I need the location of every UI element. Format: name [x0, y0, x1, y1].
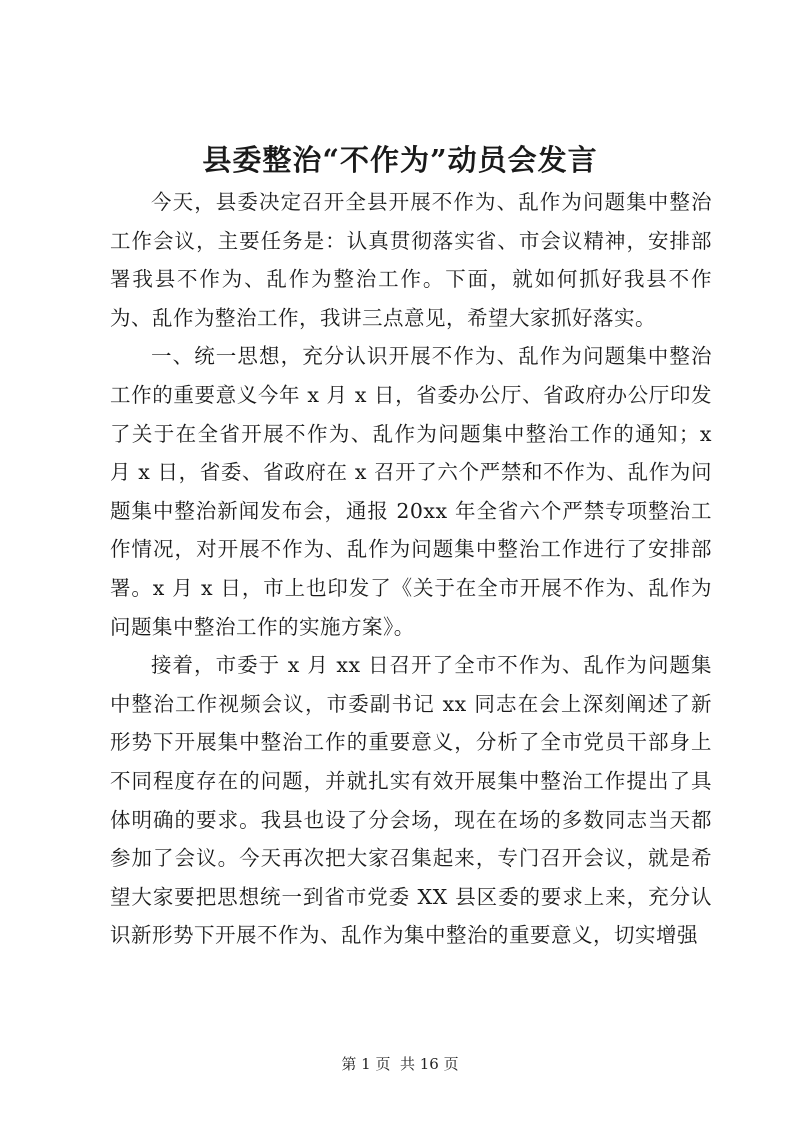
paragraph-section-one: 一、统一思想，充分认识开展不作为、乱作为问题集中整治工作的重要意义今年 x 月 x 日，省委办公厅、省政府办公厅印发了关于在全省开展不作为、乱作为问题集中整治工作的通知；x 月 x 日，省委、省政府在 x 召开了六个严禁和不作为、乱作为问题集中整治新闻发布会，通报 20xx 年全省六个严禁专项整治工作情况，对开展不作为、乱作为问题集中整治工作进行了安排部署。x 月 x 日，市上也印发了《关于在全市开展不作为、乱作为问题集中整治工作的实施方案》。 [110, 344, 712, 639]
document-title: 县委整治“不作为”动员会发言 [202, 143, 598, 177]
paragraph-intro: 今天，县委决定召开全县开展不作为、乱作为问题集中整治工作会议，主要任务是：认真贯彻落实省、市会议精神，安排部署我县不作为、乱作为整治工作。下面，就如何抓好我县不作为、乱作为整治工作，我讲三点意见，希望大家抓好落实。 [110, 190, 712, 330]
page-number-label: 第 1 页 共 16 页 [341, 1055, 459, 1073]
page-footer [0, 1054, 800, 1074]
document-body [110, 183, 712, 955]
paragraph-meeting: 接着，市委于 x 月 xx 日召开了全市不作为、乱作为问题集中整治工作视频会议，市委副书记 xx 同志在会上深刻阐述了新形势下开展集中整治工作的重要意义，分析了全市党员干部身上不同程度存在的问题，并就扎实有效开展集中整治工作提出了具体明确的要求。我县也设了分会场，现在在场的多数同志当天都参加了会议。今天再次把大家召集起来，专门召开会议，就是希望大家要把思想统一到省市党委 XX 县区委的要求上来，充分认识新形势下开展不作为、乱作为集中整治的重要意义，切实增强 [110, 653, 712, 948]
